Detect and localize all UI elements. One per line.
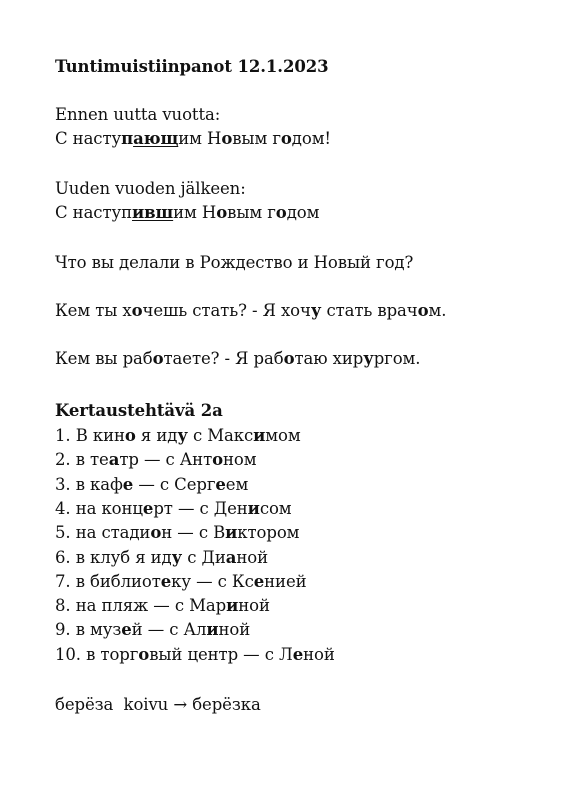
- stressed-segment: о: [124, 426, 136, 445]
- exercise-item: [55, 498, 292, 520]
- text-segment: 10. в торг: [55, 644, 139, 664]
- stressed-segment: ающ: [133, 129, 179, 148]
- text-segment: дом!: [291, 129, 331, 148]
- exercise-item: [55, 522, 299, 544]
- text-segment: ргом.: [373, 349, 421, 368]
- stressed-segment: о: [221, 129, 233, 148]
- text-segment: 2. в те: [55, 450, 109, 470]
- exercise-item: [55, 474, 248, 496]
- text-segment: рт — с Ден: [153, 498, 248, 518]
- text-segment: м.: [428, 301, 447, 320]
- vocabulary-line: [55, 694, 261, 716]
- text-segment: тр — с Ант: [119, 450, 213, 470]
- text-segment: с Макс: [187, 426, 254, 445]
- text-segment: 1. В кин: [55, 426, 125, 445]
- stressed-segment: о: [212, 450, 224, 470]
- stressed-segment: а: [108, 450, 120, 470]
- text-segment: — с Серг: [133, 474, 216, 494]
- stressed-segment: е: [253, 571, 265, 591]
- text-segment: берёза koivu → берёзка: [55, 695, 261, 714]
- dialog-line-1: [55, 300, 446, 322]
- stressed-segment: у: [171, 547, 183, 567]
- text-segment: 7. в библиот: [55, 571, 161, 591]
- before-new-year-label: Ennen uutta vuotta:: [55, 105, 221, 124]
- stressed-segment: и: [253, 426, 266, 445]
- text-segment: сом: [259, 498, 292, 518]
- stressed-segment: и: [225, 523, 238, 543]
- after-new-year-label: Uuden vuoden jälkeen:: [55, 179, 246, 198]
- text-segment: стать врач: [321, 301, 418, 320]
- stressed-segment: и: [247, 498, 260, 518]
- text-segment: вым г: [232, 129, 281, 148]
- text-segment: ктором: [237, 523, 300, 543]
- stressed-segment: о: [138, 644, 150, 664]
- holiday-question: [55, 252, 413, 274]
- text-segment: чешь стать? - Я хоч: [142, 301, 311, 320]
- text-segment: вый центр — с Л: [149, 644, 293, 664]
- exercise-item: [55, 449, 256, 471]
- stressed-segment: о: [275, 203, 287, 222]
- text-segment: ем: [225, 474, 249, 494]
- text-segment: им Н: [178, 129, 222, 148]
- text-segment: С насту: [55, 203, 122, 222]
- text-segment: дом: [286, 203, 320, 222]
- text-segment: ной: [303, 644, 335, 664]
- text-segment: 4. на конц: [55, 498, 143, 518]
- text-segment: нией: [264, 571, 307, 591]
- stressed-segment: о: [417, 301, 429, 320]
- exercise-title: Kertaustehtävä 2a: [55, 401, 223, 420]
- text-segment: ной: [218, 620, 251, 640]
- stressed-segment: о: [280, 129, 292, 148]
- text-segment: им Н: [173, 203, 217, 222]
- exercise-item: [55, 425, 301, 447]
- page-title: Tuntimuistiinpanot 12.1.2023: [55, 57, 329, 76]
- stressed-segment: о: [131, 301, 143, 320]
- stressed-segment: о: [216, 203, 228, 222]
- exercise-item: [55, 619, 250, 641]
- stressed-segment: е: [121, 620, 132, 640]
- stressed-segment: п: [121, 129, 134, 148]
- text-segment: н — с В: [161, 523, 226, 543]
- after-new-year-phrase: [55, 202, 319, 224]
- text-segment: 5. на стади: [55, 523, 151, 543]
- text-segment: й — с Ал: [131, 620, 207, 640]
- exercise-item: [55, 571, 307, 593]
- stressed-segment: у: [310, 301, 322, 320]
- stressed-segment: а: [225, 547, 237, 567]
- text-segment: мом: [265, 426, 301, 445]
- text-segment: я ид: [135, 426, 178, 445]
- stressed-segment: о: [283, 349, 295, 368]
- text-segment: 6. в клуб я ид: [55, 547, 172, 567]
- stressed-segment: е: [292, 644, 304, 664]
- text-segment: ной: [238, 596, 270, 616]
- stressed-segment: е: [215, 474, 226, 494]
- text-segment: таете? - Я раб: [163, 349, 284, 368]
- stressed-segment: е: [160, 571, 172, 591]
- exercise-item: [55, 547, 268, 569]
- text-segment: Что вы делали в Рождество и Новый год?: [55, 253, 414, 272]
- dialog-line-2: [55, 348, 420, 370]
- stressed-segment: о: [152, 349, 164, 368]
- before-new-year-phrase: [55, 128, 331, 150]
- stressed-segment: е: [122, 474, 134, 494]
- exercise-item: [55, 595, 270, 617]
- stressed-segment: у: [363, 349, 374, 368]
- text-segment: таю хир: [294, 349, 364, 368]
- stressed-segment: и: [226, 596, 239, 616]
- text-segment: ной: [236, 547, 268, 567]
- stressed-segment: у: [177, 426, 188, 445]
- text-segment: с Ди: [182, 547, 226, 567]
- text-segment: С насту: [55, 129, 122, 148]
- text-segment: вым г: [227, 203, 276, 222]
- text-segment: Кем вы раб: [55, 349, 153, 368]
- text-segment: 9. в муз: [55, 620, 122, 640]
- exercise-item: [55, 644, 335, 666]
- text-segment: Кем ты х: [55, 301, 132, 320]
- stressed-segment: е: [142, 498, 154, 518]
- text-segment: 3. в каф: [55, 474, 123, 494]
- text-segment: п: [121, 203, 132, 222]
- stressed-segment: и: [206, 620, 219, 640]
- text-segment: 8. на пляж — с Мар: [55, 596, 227, 616]
- text-segment: ку — с Кс: [171, 571, 254, 591]
- text-segment: ном: [223, 450, 257, 470]
- stressed-segment: о: [150, 523, 162, 543]
- stressed-segment: ивш: [132, 203, 174, 222]
